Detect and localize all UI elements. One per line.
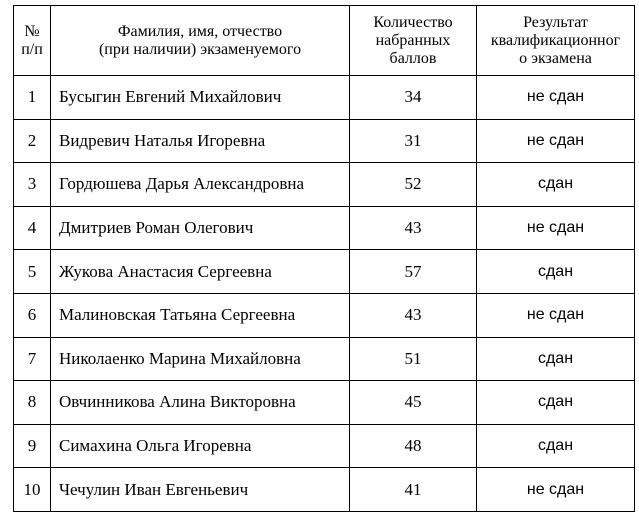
row-number: 2 (14, 119, 51, 163)
score-value: 52 (350, 163, 477, 207)
table-row (14, 206, 635, 250)
row-number: 7 (14, 337, 51, 381)
score-value: 31 (350, 119, 477, 163)
row-number: 6 (14, 293, 51, 337)
examinee-name: Дмитриев Роман Олегович (51, 206, 350, 250)
row-number: 10 (14, 468, 51, 512)
header-result-line-1: Результат (523, 13, 588, 31)
score-value: 43 (350, 206, 477, 250)
examinee-name: Гордюшева Дарья Александровна (51, 163, 350, 207)
exam-result: не сдан (477, 76, 635, 120)
header-number (14, 6, 51, 76)
examinee-name: Малиновская Татьяна Сергеевна (51, 293, 350, 337)
row-number: 3 (14, 163, 51, 207)
table-row (14, 250, 635, 294)
score-value: 51 (350, 337, 477, 381)
table-row (14, 293, 635, 337)
exam-result: сдан (477, 163, 635, 207)
examinee-name: Николаенко Марина Михайловна (51, 337, 350, 381)
score-value: 43 (350, 293, 477, 337)
exam-result: не сдан (477, 468, 635, 512)
examinee-name: Жукова Анастасия Сергеевна (51, 250, 350, 294)
table-row (14, 76, 635, 120)
score-value: 41 (350, 468, 477, 512)
header-score (350, 6, 477, 76)
header-result-line-3: о экзамена (519, 49, 592, 67)
score-value: 45 (350, 381, 477, 425)
header-score-line-2: набранных (375, 31, 451, 49)
header-name (51, 6, 350, 76)
examinee-name: Видревич Наталья Игоревна (51, 119, 350, 163)
header-result (477, 6, 635, 76)
header-number-line-1: № (24, 22, 40, 40)
exam-result: не сдан (477, 206, 635, 250)
examinee-name: Чечулин Иван Евгеньевич (51, 468, 350, 512)
score-value: 34 (350, 76, 477, 120)
exam-result: сдан (477, 381, 635, 425)
header-row (14, 6, 635, 76)
row-number: 4 (14, 206, 51, 250)
exam-result: сдан (477, 250, 635, 294)
examinee-name: Симахина Ольга Игоревна (51, 424, 350, 468)
table-row (14, 337, 635, 381)
table-row (14, 381, 635, 425)
exam-result: сдан (477, 424, 635, 468)
examinee-name: Овчинникова Алина Викторовна (51, 381, 350, 425)
header-number-line-2: п/п (21, 40, 43, 58)
row-number: 9 (14, 424, 51, 468)
exam-result: не сдан (477, 293, 635, 337)
header-name-line-1: Фамилия, имя, отчество (117, 22, 283, 40)
header-score-line-1: Количество (373, 13, 453, 31)
header-result-line-2: квалификационног (490, 31, 621, 49)
row-number: 8 (14, 381, 51, 425)
table-row (14, 424, 635, 468)
score-value: 57 (350, 250, 477, 294)
examinee-name: Бусыгин Евгений Михайлович (51, 76, 350, 120)
row-number: 1 (14, 76, 51, 120)
table-row (14, 163, 635, 207)
table-row (14, 468, 635, 512)
exam-result: сдан (477, 337, 635, 381)
score-value: 48 (350, 424, 477, 468)
header-name-line-2: (при наличии) экзаменуемого (98, 40, 302, 58)
exam-results-table (13, 5, 635, 512)
row-number: 5 (14, 250, 51, 294)
exam-result: не сдан (477, 119, 635, 163)
table-row (14, 119, 635, 163)
header-score-line-3: баллов (389, 49, 437, 67)
